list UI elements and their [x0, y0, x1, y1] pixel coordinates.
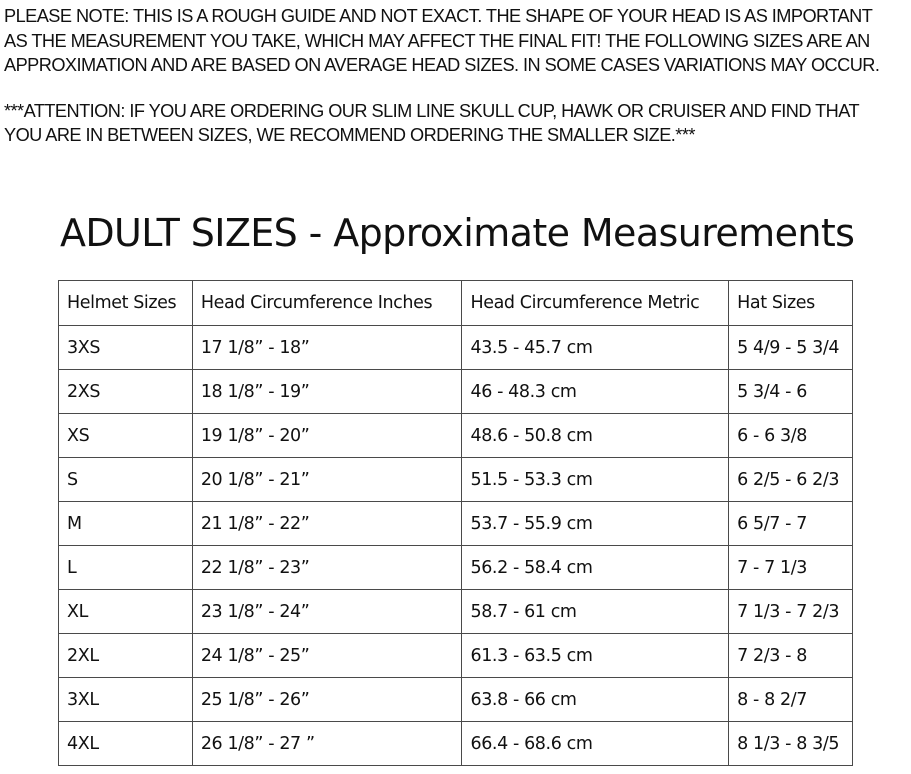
inches-cell: 21 1/8” - 22” [192, 502, 462, 546]
rough-guide-note [4, 4, 909, 78]
metric-cell: 43.5 - 45.7 cm [462, 326, 729, 370]
metric-cell: 48.6 - 50.8 cm [462, 414, 729, 458]
metric-cell: 66.4 - 68.6 cm [462, 722, 729, 766]
table-row [59, 722, 853, 766]
inches-cell: 26 1/8” - 27 ” [192, 722, 462, 766]
helmet-size-cell: M [59, 502, 193, 546]
table-row [59, 458, 853, 502]
table-row [59, 370, 853, 414]
metric-cell: 58.7 - 61 cm [462, 590, 729, 634]
helmet-size-cell: L [59, 546, 193, 590]
inches-cell: 20 1/8” - 21” [192, 458, 462, 502]
table-row [59, 414, 853, 458]
note-line: ***ATTENTION: IF YOU ARE ORDERING OUR SLIM LINE SKULL CUP, HAWK OR CRUISER AND FIND THAT [4, 100, 860, 121]
inches-cell: 23 1/8” - 24” [192, 590, 462, 634]
table-row [59, 502, 853, 546]
inches-cell: 18 1/8” - 19” [192, 370, 462, 414]
hat-size-cell: 7 - 7 1/3 [729, 546, 853, 590]
metric-cell: 63.8 - 66 cm [462, 678, 729, 722]
inches-cell: 24 1/8” - 25” [192, 634, 462, 678]
inches-cell: 22 1/8” - 23” [192, 546, 462, 590]
helmet-size-cell: 2XS [59, 370, 193, 414]
hat-size-cell: 7 2/3 - 8 [729, 634, 853, 678]
size-chart-table [58, 280, 853, 766]
header-circumference-inches: Head Circumference Inches [192, 281, 462, 326]
note-line: AS THE MEASUREMENT YOU TAKE, WHICH MAY AFFECT THE FINAL FIT! THE FOLLOWING SIZES ARE AN [4, 30, 870, 51]
hat-size-cell: 6 5/7 - 7 [729, 502, 853, 546]
table-row [59, 546, 853, 590]
hat-size-cell: 8 - 8 2/7 [729, 678, 853, 722]
metric-cell: 61.3 - 63.5 cm [462, 634, 729, 678]
helmet-size-cell: S [59, 458, 193, 502]
hat-size-cell: 7 1/3 - 7 2/3 [729, 590, 853, 634]
note-line: APPROXIMATION AND ARE BASED ON AVERAGE HEAD SIZES. IN SOME CASES VARIATIONS MAY OCCUR. [4, 55, 880, 75]
hat-size-cell: 6 - 6 3/8 [729, 414, 853, 458]
helmet-size-cell: 3XS [59, 326, 193, 370]
metric-cell: 51.5 - 53.3 cm [462, 458, 729, 502]
note-line: YOU ARE IN BETWEEN SIZES, WE RECOMMEND ORDERING THE SMALLER SIZE.*** [4, 125, 695, 145]
hat-size-cell: 5 4/9 - 5 3/4 [729, 326, 853, 370]
inches-cell: 19 1/8” - 20” [192, 414, 462, 458]
helmet-size-cell: XL [59, 590, 193, 634]
hat-size-cell: 8 1/3 - 8 3/5 [729, 722, 853, 766]
header-helmet-sizes: Helmet Sizes [59, 281, 193, 326]
header-hat-sizes: Hat Sizes [729, 281, 853, 326]
inches-cell: 25 1/8” - 26” [192, 678, 462, 722]
metric-cell: 53.7 - 55.9 cm [462, 502, 729, 546]
fit-notice [4, 4, 909, 148]
table-row [59, 678, 853, 722]
table-row [59, 634, 853, 678]
hat-size-cell: 5 3/4 - 6 [729, 370, 853, 414]
metric-cell: 56.2 - 58.4 cm [462, 546, 729, 590]
attention-note [4, 99, 909, 148]
header-circumference-metric: Head Circumference Metric [462, 281, 729, 326]
table-header-row [59, 281, 853, 326]
note-line: PLEASE NOTE: THIS IS A ROUGH GUIDE AND NOT EXACT. THE SHAPE OF YOUR HEAD IS AS IMPORTANT [4, 6, 873, 26]
table-row [59, 590, 853, 634]
helmet-size-cell: 4XL [59, 722, 193, 766]
hat-size-cell: 6 2/5 - 6 2/3 [729, 458, 853, 502]
table-row [59, 326, 853, 370]
helmet-size-cell: XS [59, 414, 193, 458]
metric-cell: 46 - 48.3 cm [462, 370, 729, 414]
helmet-size-cell: 3XL [59, 678, 193, 722]
inches-cell: 17 1/8” - 18” [192, 326, 462, 370]
size-chart-title: ADULT SIZES - Approximate Measurements [60, 211, 855, 255]
helmet-size-cell: 2XL [59, 634, 193, 678]
